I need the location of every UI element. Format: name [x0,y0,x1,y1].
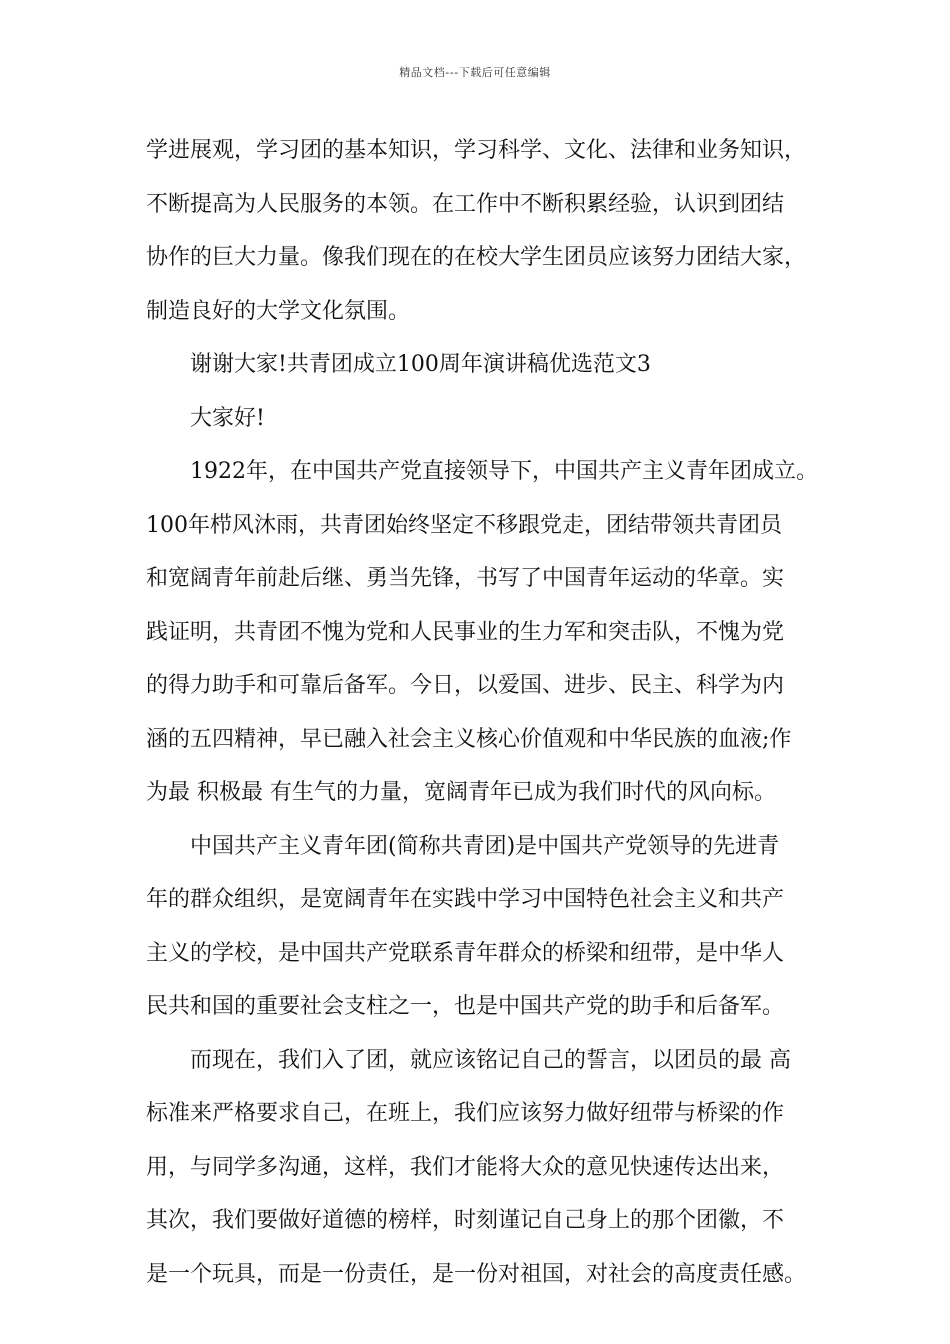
text-line: 主义的学校，是中国共产党联系青年群众的桥梁和纽带，是中华人 [146,940,785,966]
speech-title: 谢谢大家!共青团成立100周年演讲稿优选范文3 [190,352,651,377]
text-line: 民共和国的重要社会支柱之一，也是中国共产党的助手和后备军。 [146,994,785,1019]
text-line: 涵的五四精神，早已融入社会主义核心价值观和中华民族的血液;作 [146,726,792,752]
text-line: 和宽阔青年前赴后继、勇当先锋，书写了中国青年运动的华章。实 [146,566,785,591]
text-line: 而现在，我们入了团，就应该铭记自己的誓言，以团员的最 高 [190,1047,791,1073]
text-line: 为最 积极最 有生气的力量，宽阔青年已成为我们时代的风向标。 [146,780,776,805]
text-line: 用，与同学多沟通，这样，我们才能将大众的意见快速传达出来， [146,1154,785,1180]
document-body [146,124,836,1301]
text-line: 标准来严格要求自己，在班上，我们应该努力做好纽带与桥梁的作 [146,1101,785,1126]
text-line: 100年栉风沐雨，共青团始终坚定不移跟党走，团结带领共青团员 [146,512,782,538]
text-line: 协作的巨大力量。像我们现在的在校大学生团员应该努力团结大家， [146,245,807,270]
text-line: 践证明，共青团不愧为党和人民事业的生力军和突击队，不愧为党 [146,619,785,645]
text-line: 其次，我们要做好道德的榜样，时刻谨记自己身上的那个团徽，不 [146,1208,785,1233]
text-line: 年的群众组织，是宽阔青年在实践中学习中国特色社会主义和共产 [146,887,785,912]
page-header: 精品文档---下载后可任意编辑 [399,66,551,79]
text-line: 不断提高为人民服务的本领。在工作中不断积累经验，认识到团结 [146,191,785,217]
text-line: 是一个玩具，而是一份责任，是一份对祖国，对社会的高度责任感。 [146,1261,807,1287]
text-line: 1922年，在中国共产党直接领导下，中国共产主义青年团成立。 [190,459,818,484]
text-line: 学进展观，学习团的基本知识，学习科学、文化、法律和业务知识， [146,138,807,163]
text-line: 的得力助手和可靠后备军。今日，以爱国、进步、民主、科学为内 [146,673,785,698]
text-line: 制造良好的大学文化氛围。 [146,298,411,324]
greeting: 大家好! [190,405,265,431]
text-line: 中国共产主义青年团(简称共青团)是中国共产党领导的先进青 [190,833,780,859]
